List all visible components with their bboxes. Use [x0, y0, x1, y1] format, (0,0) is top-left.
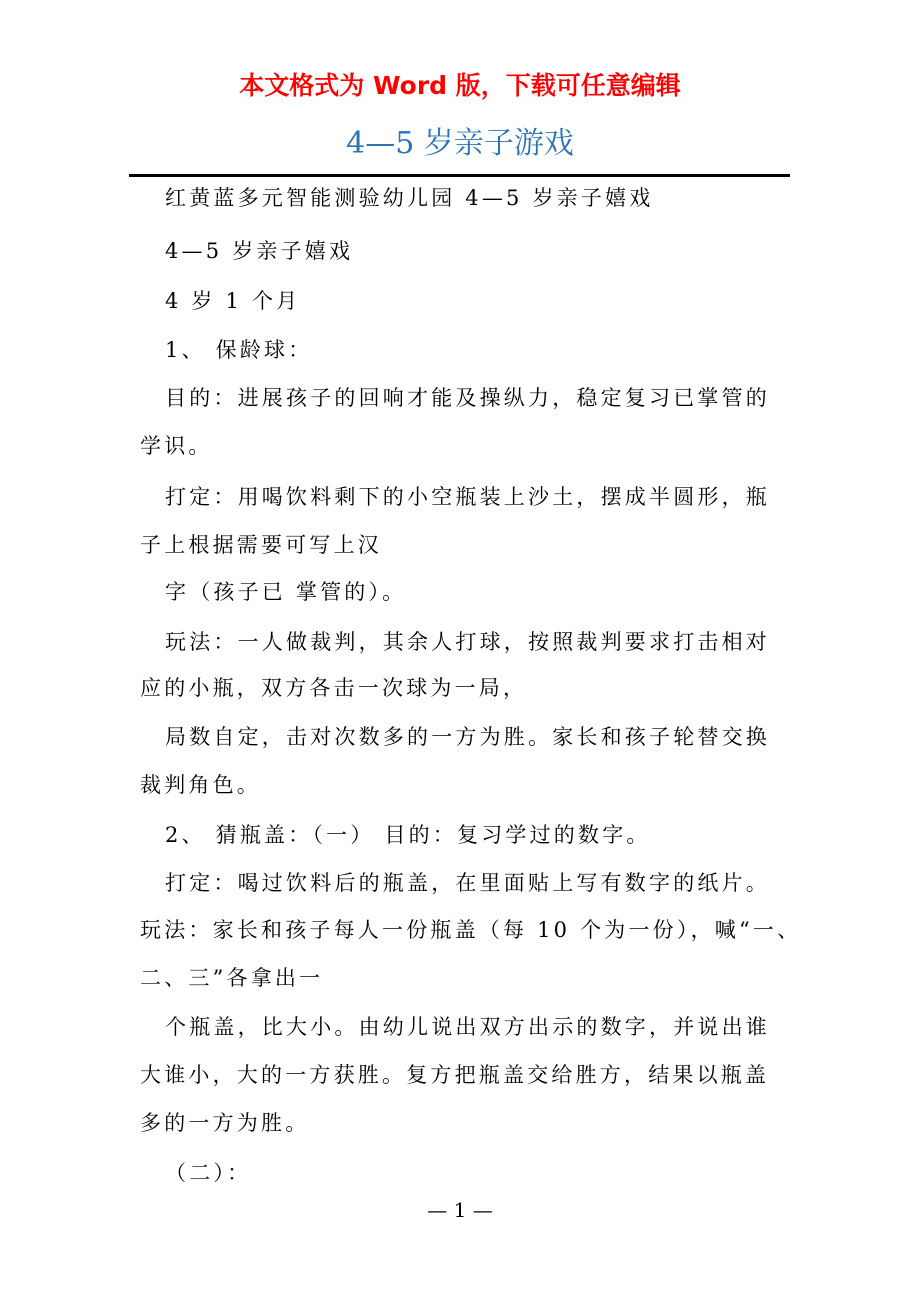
- paragraph-line: 裁判角色。: [140, 773, 261, 797]
- paragraph-line: 局数自定，击对次数多的一方为胜。家长和孩子轮替交换: [165, 725, 770, 749]
- header-divider: [129, 174, 790, 177]
- paragraph-line: 4 岁 1 个月: [165, 289, 301, 313]
- format-notice-banner: 本文格式为 Word 版，下载可任意编辑: [239, 71, 681, 100]
- paragraph-line: 学识。: [140, 434, 213, 458]
- paragraph-line: 打定：喝过饮料后的瓶盖，在里面贴上写有数字的纸片。: [165, 871, 770, 895]
- paragraph-line: 二、三”各拿出一: [140, 966, 324, 990]
- paragraph-line: 打定：用喝饮料剩下的小空瓶装上沙土，摆成半圆形，瓶: [165, 485, 770, 509]
- paragraph-line: 4—5 岁亲子嬉戏: [165, 239, 354, 263]
- paragraph-line: 多的一方为胜。: [140, 1111, 310, 1135]
- paragraph-line: （二）：: [165, 1161, 252, 1185]
- paragraph-line: 2、 猜瓶盖：（一） 目的：复习学过的数字。: [165, 823, 651, 847]
- paragraph-line: 1、 保龄球：: [165, 338, 313, 362]
- paragraph-line: 玩法：一人做裁判，其余人打球，按照裁判要求打击相对: [165, 630, 770, 654]
- paragraph-line: 字（孩子已 掌管的）。: [165, 580, 407, 604]
- paragraph-line: 个瓶盖，比大小。由幼儿说出双方出示的数字，并说出谁: [165, 1015, 770, 1039]
- page-number: — 1 —: [427, 1198, 493, 1222]
- paragraph-line: 目的：进展孩子的回响才能及操纵力，稳定复习已掌管的: [165, 386, 770, 410]
- paragraph-line: 子上根据需要可写上汉: [140, 533, 382, 557]
- paragraph-line: 应的小瓶，双方各击一次球为一局，: [140, 676, 528, 700]
- document-title: 4—5 岁亲子游戏: [346, 126, 574, 161]
- paragraph-line: 玩法：家长和孩子每人一份瓶盖（每 10 个为一份），喊“一、: [140, 918, 802, 942]
- paragraph-line: 大谁小，大的一方获胜。复方把瓶盖交给胜方，结果以瓶盖: [140, 1063, 770, 1087]
- paragraph-line: 红黄蓝多元智能测验幼儿园 4—5 岁亲子嬉戏: [165, 186, 654, 210]
